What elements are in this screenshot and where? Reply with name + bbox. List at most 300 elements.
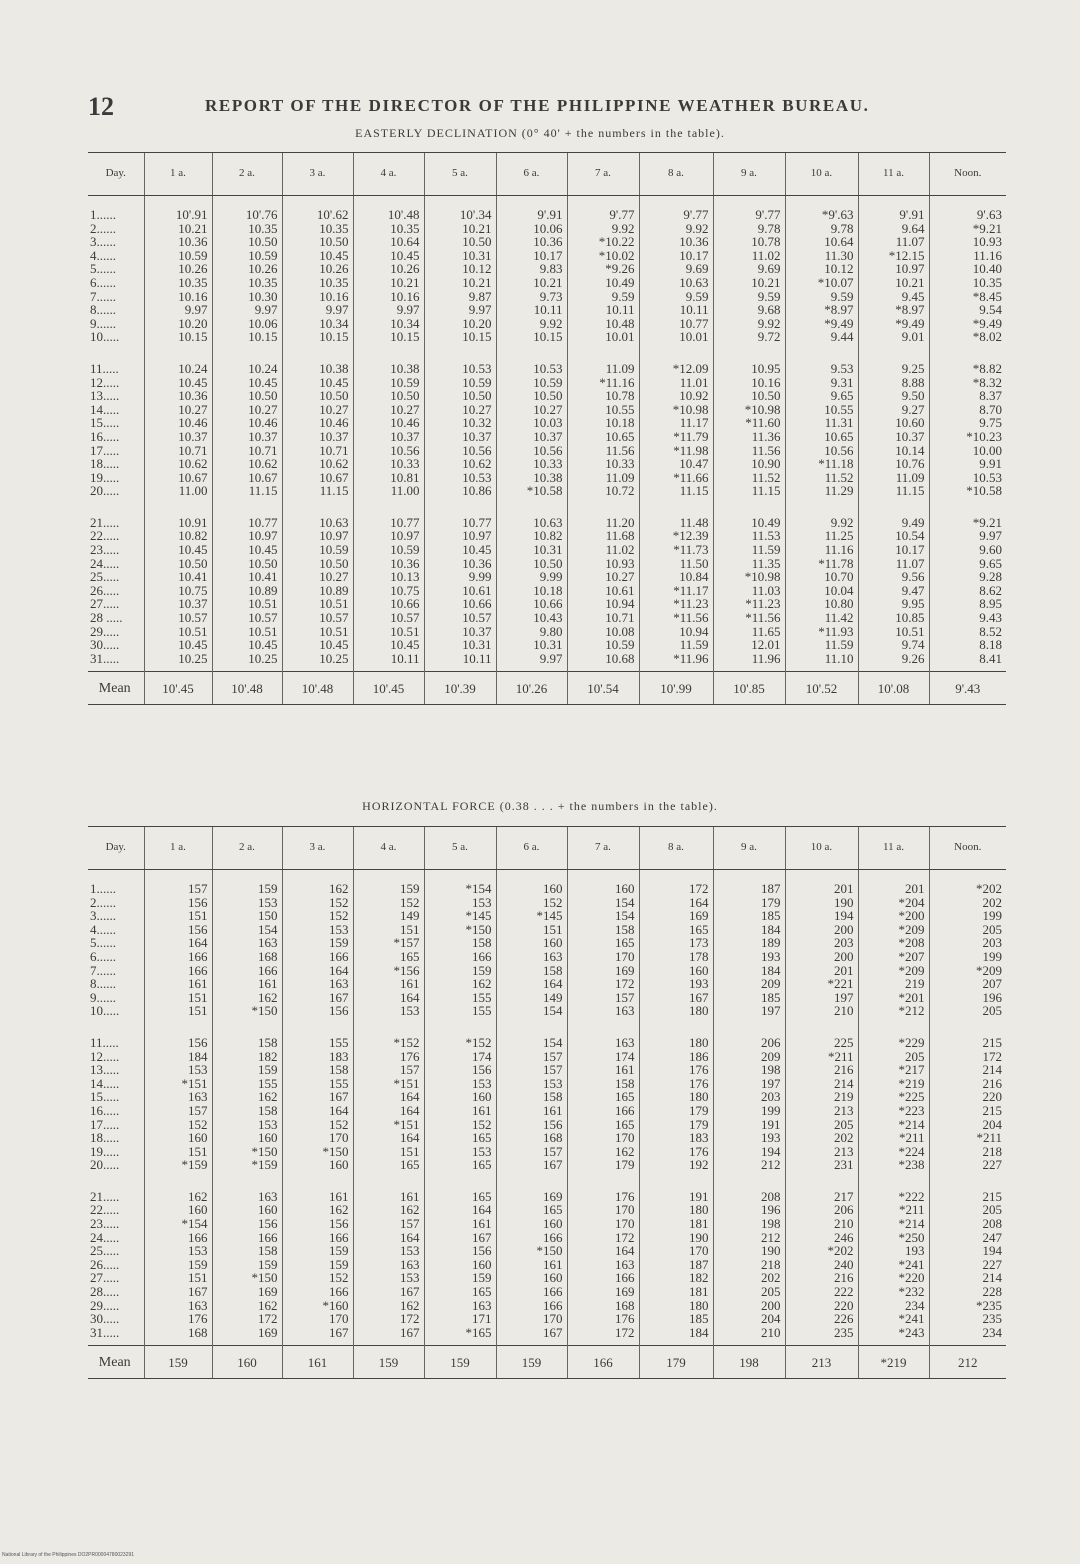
value-cell: 10.21	[353, 276, 424, 290]
value-cell: 10.53	[424, 471, 496, 485]
day-cell: 13.....	[90, 1062, 120, 1078]
value-cell: 155	[424, 991, 496, 1005]
value-cell: 9.49	[858, 504, 929, 530]
value-cell: *241	[858, 1258, 929, 1272]
table-row	[88, 1326, 1006, 1346]
value-cell: 10.57	[212, 611, 282, 625]
value-cell: *150	[212, 1271, 282, 1285]
value-cell: 216	[785, 1271, 858, 1285]
day-cell: 3......	[90, 908, 116, 924]
value-cell: 10.76	[858, 457, 929, 471]
value-cell: 10.27	[282, 570, 353, 584]
value-cell: 11.00	[144, 484, 212, 504]
value-cell: 10.82	[144, 529, 212, 543]
value-cell: 10.37	[212, 430, 282, 444]
value-cell: 10'.76	[212, 196, 282, 222]
day-cell: 29.....	[90, 1297, 120, 1313]
value-cell: 10.11	[567, 303, 639, 317]
value-cell: 173	[639, 936, 713, 950]
value-cell: 172	[567, 1231, 639, 1245]
value-cell: *204	[858, 896, 929, 910]
value-cell: 180	[639, 1024, 713, 1050]
value-cell: *11.23	[639, 597, 713, 611]
day-cell: 15.....	[90, 415, 120, 431]
value-cell: 10.45	[353, 638, 424, 652]
value-cell: 169	[496, 1178, 567, 1204]
value-cell: *211	[929, 1131, 1006, 1145]
value-cell: 157	[496, 1145, 567, 1159]
value-cell: 176	[639, 1077, 713, 1091]
mean-cell: 9'.43	[929, 672, 1006, 705]
value-cell: *159	[144, 1158, 212, 1178]
value-cell: 228	[929, 1285, 1006, 1299]
value-cell: 197	[713, 1077, 785, 1091]
value-cell: 10.71	[144, 444, 212, 458]
day-cell: 20.....	[90, 1157, 120, 1173]
value-cell: 160	[639, 964, 713, 978]
value-cell: 204	[713, 1312, 785, 1326]
value-cell: 176	[639, 1063, 713, 1077]
running-head: REPORT OF THE DIRECTOR OF THE PHILIPPINE WEATHER BUREAU.	[205, 96, 870, 115]
value-cell: 8.70	[929, 403, 1006, 417]
day-column-header: Day.	[88, 827, 144, 870]
value-cell: 196	[713, 1203, 785, 1217]
value-cell: 158	[424, 936, 496, 950]
value-cell: 202	[929, 896, 1006, 910]
value-cell: 193	[713, 1131, 785, 1145]
day-cell: 24.....	[90, 555, 120, 571]
value-cell: 8.52	[929, 625, 1006, 639]
value-cell: 10.51	[212, 597, 282, 611]
value-cell: 10.51	[353, 625, 424, 639]
day-cell: 14.....	[90, 401, 120, 417]
value-cell: 11.15	[282, 484, 353, 504]
value-cell: 166	[144, 950, 212, 964]
value-cell: 160	[144, 1131, 212, 1145]
table2-caption: HORIZONTAL FORCE (0.38 . . . + the numbers in the table).	[362, 799, 718, 813]
value-cell: *145	[424, 909, 496, 923]
value-cell: 184	[713, 964, 785, 978]
value-cell: 10.36	[144, 389, 212, 403]
value-cell: 10.27	[567, 570, 639, 584]
value-cell: 10.97	[424, 529, 496, 543]
value-cell: 176	[567, 1312, 639, 1326]
table-row	[88, 1312, 1006, 1326]
day-cell: 22.....	[90, 528, 120, 544]
value-cell: 10.31	[424, 638, 496, 652]
table-row	[88, 1203, 1006, 1217]
value-cell: 149	[353, 909, 424, 923]
value-cell: *241	[858, 1312, 929, 1326]
value-cell: 167	[496, 1158, 567, 1178]
value-cell: 10.56	[424, 444, 496, 458]
mean-cell: 10'.48	[212, 672, 282, 705]
value-cell: 10.21	[496, 276, 567, 290]
table-row	[88, 870, 1006, 896]
value-cell: 164	[496, 977, 567, 991]
value-cell: 10.50	[424, 389, 496, 403]
value-cell: 9.43	[929, 611, 1006, 625]
value-cell: 9'.63	[929, 196, 1006, 222]
value-cell: 153	[212, 896, 282, 910]
day-cell: 25.....	[90, 569, 120, 585]
value-cell: 10.71	[567, 611, 639, 625]
day-cell: 9......	[90, 989, 116, 1005]
value-cell: 163	[212, 936, 282, 950]
value-cell: 9.59	[785, 290, 858, 304]
value-cell: 200	[713, 1299, 785, 1313]
value-cell: 10.15	[496, 330, 567, 350]
value-cell: 10.13	[353, 570, 424, 584]
day-cell: 17.....	[90, 1116, 120, 1132]
value-cell: *8.97	[785, 303, 858, 317]
value-cell: 159	[424, 1271, 496, 1285]
table-row	[88, 557, 1006, 571]
value-cell: 8.88	[858, 376, 929, 390]
value-cell: 9'.77	[713, 196, 785, 222]
value-cell: 10.77	[212, 504, 282, 530]
value-cell: 215	[929, 1178, 1006, 1204]
value-cell: 156	[144, 896, 212, 910]
value-cell: 10.37	[144, 430, 212, 444]
value-cell: 150	[212, 909, 282, 923]
value-cell: 170	[567, 1217, 639, 1231]
value-cell: *223	[858, 1104, 929, 1118]
value-cell: 170	[567, 1131, 639, 1145]
day-cell: 19.....	[90, 1143, 120, 1159]
value-cell: 10.72	[567, 484, 639, 504]
value-cell: 247	[929, 1231, 1006, 1245]
value-cell: 10.97	[353, 529, 424, 543]
value-cell: 9.68	[713, 303, 785, 317]
value-cell: 8.62	[929, 584, 1006, 598]
value-cell: 209	[713, 977, 785, 991]
value-cell: 158	[567, 923, 639, 937]
value-cell: 163	[212, 1178, 282, 1204]
day-cell: 18.....	[90, 456, 120, 472]
table-row	[88, 1217, 1006, 1231]
value-cell: 190	[785, 896, 858, 910]
value-cell: 155	[282, 1024, 353, 1050]
value-cell: 199	[929, 909, 1006, 923]
value-cell: 184	[639, 1326, 713, 1346]
value-cell: 162	[567, 1145, 639, 1159]
value-cell: 163	[567, 1258, 639, 1272]
value-cell: 9'.77	[567, 196, 639, 222]
value-cell: 189	[713, 936, 785, 950]
table-row	[88, 1131, 1006, 1145]
value-cell: *214	[858, 1118, 929, 1132]
value-cell: *211	[785, 1050, 858, 1064]
value-cell: 174	[567, 1050, 639, 1064]
value-cell: *9.49	[858, 317, 929, 331]
value-cell: 179	[639, 1118, 713, 1132]
value-cell: 11.15	[858, 484, 929, 504]
value-cell: 152	[282, 1271, 353, 1285]
value-cell: 9.92	[496, 317, 567, 331]
value-cell: *209	[858, 923, 929, 937]
value-cell: *200	[858, 909, 929, 923]
value-cell: 184	[144, 1050, 212, 1064]
value-cell: 153	[424, 1145, 496, 1159]
value-cell: 10.45	[144, 543, 212, 557]
value-cell: 219	[858, 977, 929, 991]
value-cell: 151	[144, 1271, 212, 1285]
value-cell: 10.26	[144, 262, 212, 276]
value-cell: 10.27	[353, 403, 424, 417]
value-cell: 11.52	[785, 471, 858, 485]
value-cell: 165	[567, 1090, 639, 1104]
value-cell: 10.06	[212, 317, 282, 331]
value-cell: 220	[785, 1299, 858, 1313]
hour-column-header: 9 a.	[713, 153, 785, 196]
day-cell: 30.....	[90, 637, 120, 653]
value-cell: 10.49	[567, 276, 639, 290]
value-cell: 9.75	[929, 416, 1006, 430]
value-cell: 10.57	[144, 611, 212, 625]
hour-column-header: 10 a.	[785, 153, 858, 196]
value-cell: *145	[496, 909, 567, 923]
value-cell: 193	[639, 977, 713, 991]
value-cell: 172	[212, 1312, 282, 1326]
value-cell: *10.23	[929, 430, 1006, 444]
day-cell: 21.....	[90, 1188, 120, 1204]
value-cell: 9.64	[858, 222, 929, 236]
table-row	[88, 403, 1006, 417]
value-cell: 169	[212, 1326, 282, 1346]
value-cell: 183	[282, 1050, 353, 1064]
value-cell: 10.56	[353, 444, 424, 458]
value-cell: 10'.62	[282, 196, 353, 222]
value-cell: 10.14	[858, 444, 929, 458]
value-cell: 11.25	[785, 529, 858, 543]
page-number: 12	[88, 92, 114, 121]
value-cell: *160	[282, 1299, 353, 1313]
value-cell: 10.21	[713, 276, 785, 290]
value-cell: 10.38	[282, 350, 353, 376]
day-cell: 9......	[90, 315, 116, 331]
value-cell: 10.89	[212, 584, 282, 598]
value-cell: 172	[567, 1326, 639, 1346]
value-cell: 9.99	[424, 570, 496, 584]
table-row	[88, 1077, 1006, 1091]
value-cell: 9.27	[858, 403, 929, 417]
value-cell: 170	[639, 1244, 713, 1258]
value-cell: *11.23	[713, 597, 785, 611]
value-cell: 10.45	[212, 638, 282, 652]
value-cell: *154	[144, 1217, 212, 1231]
value-cell: 10.35	[212, 276, 282, 290]
value-cell: 10.97	[282, 529, 353, 543]
value-cell: 163	[353, 1258, 424, 1272]
value-cell: 160	[424, 1258, 496, 1272]
day-cell: 21.....	[90, 514, 120, 530]
value-cell: 10.38	[496, 471, 567, 485]
value-cell: 10.27	[144, 403, 212, 417]
value-cell: 235	[785, 1326, 858, 1346]
value-cell: *217	[858, 1063, 929, 1077]
day-cell: 26.....	[90, 1256, 120, 1272]
value-cell: 203	[929, 936, 1006, 950]
value-cell: 11.35	[713, 557, 785, 571]
value-cell: 10.35	[212, 222, 282, 236]
value-cell: 172	[639, 870, 713, 896]
value-cell: *9.21	[929, 504, 1006, 530]
table-row	[88, 909, 1006, 923]
value-cell: *10.02	[567, 249, 639, 263]
value-cell: *208	[858, 936, 929, 950]
value-cell: 10.59	[567, 638, 639, 652]
table-row	[88, 570, 1006, 584]
table-row	[88, 652, 1006, 672]
table-row	[88, 1118, 1006, 1132]
value-cell: *211	[858, 1203, 929, 1217]
value-cell: *150	[212, 1145, 282, 1159]
value-cell: 158	[212, 1024, 282, 1050]
value-cell: 196	[929, 991, 1006, 1005]
value-cell: 153	[144, 1244, 212, 1258]
value-cell: 161	[282, 1178, 353, 1204]
value-cell: 163	[567, 1024, 639, 1050]
value-cell: 10.68	[567, 652, 639, 672]
value-cell: 10.51	[282, 625, 353, 639]
value-cell: 167	[639, 991, 713, 1005]
table-row	[88, 991, 1006, 1005]
value-cell: *11.93	[785, 625, 858, 639]
value-cell: 9.60	[929, 543, 1006, 557]
day-cell: 16.....	[90, 428, 120, 444]
day-cell: 3......	[90, 234, 116, 250]
value-cell: 157	[144, 1104, 212, 1118]
value-cell: 166	[496, 1285, 567, 1299]
value-cell: 11.15	[212, 484, 282, 504]
value-cell: 10.45	[282, 376, 353, 390]
value-cell: 203	[785, 936, 858, 950]
value-cell: 220	[929, 1090, 1006, 1104]
day-cell: 20.....	[90, 483, 120, 499]
value-cell: *8.45	[929, 290, 1006, 304]
value-cell: 10.50	[282, 389, 353, 403]
table-row	[88, 529, 1006, 543]
value-cell: 213	[785, 1145, 858, 1159]
value-cell: *9.49	[785, 317, 858, 331]
value-cell: *11.79	[639, 430, 713, 444]
value-cell: *250	[858, 1231, 929, 1245]
value-cell: 190	[713, 1244, 785, 1258]
value-cell: *212	[858, 1004, 929, 1024]
value-cell: 153	[144, 1063, 212, 1077]
value-cell: 157	[496, 1050, 567, 1064]
value-cell: *243	[858, 1326, 929, 1346]
value-cell: 186	[639, 1050, 713, 1064]
value-cell: 9.92	[713, 317, 785, 331]
value-cell: 10.40	[929, 262, 1006, 276]
value-cell: 169	[212, 1285, 282, 1299]
value-cell: *9.21	[929, 222, 1006, 236]
value-cell: 153	[353, 1004, 424, 1024]
value-cell: 182	[639, 1271, 713, 1285]
value-cell: 156	[282, 1217, 353, 1231]
value-cell: 9.01	[858, 330, 929, 350]
value-cell: 161	[567, 1063, 639, 1077]
value-cell: 9.97	[353, 303, 424, 317]
value-cell: 194	[713, 1145, 785, 1159]
value-cell: 10.93	[567, 557, 639, 571]
value-cell: 156	[496, 1118, 567, 1132]
value-cell: 10.59	[353, 543, 424, 557]
value-cell: 159	[282, 936, 353, 950]
value-cell: *11.60	[713, 416, 785, 430]
day-cell: 11.....	[90, 1034, 119, 1050]
value-cell: 164	[353, 1131, 424, 1145]
day-cell: 12.....	[90, 1048, 120, 1064]
value-cell: 153	[353, 1244, 424, 1258]
value-cell: 166	[567, 1104, 639, 1118]
day-cell: 28.....	[90, 1284, 120, 1300]
hour-column-header: 8 a.	[639, 153, 713, 196]
value-cell: 162	[212, 991, 282, 1005]
value-cell: 167	[144, 1285, 212, 1299]
value-cell: 178	[639, 950, 713, 964]
value-cell: 10.33	[496, 457, 567, 471]
value-cell: 151	[353, 923, 424, 937]
table-row	[88, 625, 1006, 639]
value-cell: 11.56	[567, 444, 639, 458]
table-row	[88, 235, 1006, 249]
value-cell: 161	[353, 1178, 424, 1204]
value-cell: 10.24	[212, 350, 282, 376]
table-row	[88, 923, 1006, 937]
table-row	[88, 1299, 1006, 1313]
value-cell: 10.51	[858, 625, 929, 639]
value-cell: 169	[639, 909, 713, 923]
table-row	[88, 1285, 1006, 1299]
value-cell: *156	[353, 964, 424, 978]
value-cell: 191	[639, 1178, 713, 1204]
value-cell: 167	[282, 1090, 353, 1104]
value-cell: *12.39	[639, 529, 713, 543]
hour-column-header: 5 a.	[424, 153, 496, 196]
value-cell: 169	[567, 964, 639, 978]
value-cell: 11.16	[785, 543, 858, 557]
hour-column-header: 6 a.	[496, 153, 567, 196]
value-cell: 180	[639, 1004, 713, 1024]
value-cell: *151	[144, 1077, 212, 1091]
hour-column-header: 3 a.	[282, 153, 353, 196]
value-cell: *159	[212, 1158, 282, 1178]
mean-cell: 10'.45	[144, 672, 212, 705]
table-row	[88, 484, 1006, 504]
value-cell: 155	[282, 1077, 353, 1091]
value-cell: *225	[858, 1090, 929, 1104]
table-row	[88, 416, 1006, 430]
hour-column-header: 1 a.	[144, 827, 212, 870]
day-cell: 29.....	[90, 623, 120, 639]
value-cell: 159	[353, 870, 424, 896]
value-cell: 216	[929, 1077, 1006, 1091]
value-cell: 11.10	[785, 652, 858, 672]
value-cell: 222	[785, 1285, 858, 1299]
value-cell: 10'.48	[353, 196, 424, 222]
value-cell: 152	[282, 1118, 353, 1132]
value-cell: 10.31	[496, 543, 567, 557]
value-cell: 9.50	[858, 389, 929, 403]
value-cell: 10.27	[496, 403, 567, 417]
value-cell: 11.36	[713, 430, 785, 444]
value-cell: 240	[785, 1258, 858, 1272]
hour-column-header: 11 a.	[858, 827, 929, 870]
table-row	[88, 1258, 1006, 1272]
